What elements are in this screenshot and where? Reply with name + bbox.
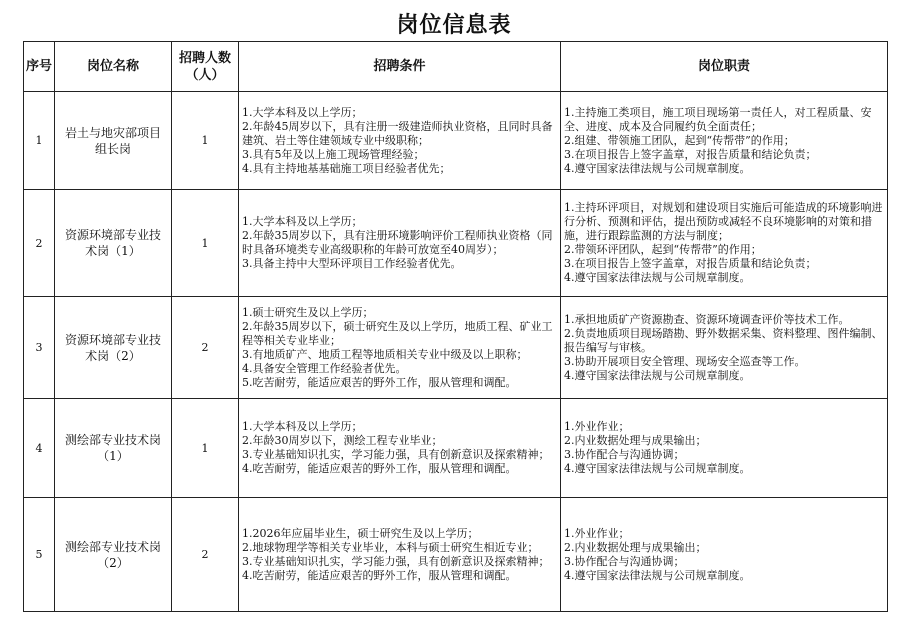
duty-item: 3.协助开展项目安全管理、现场安全巡查等工作。 <box>564 354 806 368</box>
table-row <box>24 190 888 297</box>
requirement-item: 5.吃苦耐劳，能适应艰苦的野外工作，服从管理和调配。 <box>242 375 517 389</box>
position-name: 测绘部专业技术岗（1） <box>55 399 172 498</box>
row-number: 2 <box>24 190 55 297</box>
hiring-count: 1 <box>172 399 239 498</box>
duty-item: 1.承担地质矿产资源勘查、资源环境调查评价等技术工作。 <box>564 312 850 326</box>
header-name: 岗位名称 <box>55 42 172 92</box>
requirement-item: 1.大学本科及以上学历； <box>242 215 363 228</box>
duty-item: 3.协作配合与沟通协调； <box>564 448 685 461</box>
duty-item: 2.内业数据处理与成果输出； <box>564 434 707 447</box>
hiring-count: 1 <box>172 92 239 190</box>
position-name: 资源环境部专业技术岗（2） <box>55 297 172 399</box>
requirement-item: 4.具备安全管理工作经验者优先。 <box>242 361 407 375</box>
duty-item: 4.遵守国家法律法规与公司规章制度。 <box>564 161 751 175</box>
row-number: 4 <box>24 399 55 498</box>
row-number: 3 <box>24 297 55 399</box>
hiring-count: 1 <box>172 190 239 297</box>
duty-item: 1.外业作业； <box>564 526 630 540</box>
requirements-cell <box>239 92 561 190</box>
hiring-count: 2 <box>172 297 239 399</box>
requirement-item: 2.年龄45周岁以下，具有注册一级建造师执业资格，且同时具备建筑、岩土等住建领域专业中级职称； <box>242 119 553 147</box>
duty-item: 4.遵守国家法律法规与公司规章制度。 <box>564 462 751 475</box>
header-duties: 岗位职责 <box>561 42 888 92</box>
position-name: 测绘部专业技术岗（2） <box>55 498 172 612</box>
requirement-item: 2.年龄35周岁以下，具有注册环境影响评价工程师执业资格（同时具备环境类专业高级职称的年龄可放宽至40周岁）； <box>242 229 553 256</box>
requirement-item: 1.硕士研究生及以上学历； <box>242 305 374 319</box>
requirement-item: 4.具有主持地基基础施工项目经验者优先； <box>242 161 451 175</box>
duty-item: 3.协作配合与沟通协调； <box>564 554 685 568</box>
requirements-cell <box>239 297 561 399</box>
duty-item: 2.内业数据处理与成果输出； <box>564 540 707 554</box>
table-row <box>24 297 888 399</box>
duty-item: 3.在项目报告上签字盖章，对报告质量和结论负责； <box>564 147 817 161</box>
duty-item: 1.外业作业； <box>564 420 630 433</box>
hiring-count: 2 <box>172 498 239 612</box>
duties-cell <box>561 190 888 297</box>
duties-cell <box>561 297 888 399</box>
page-title: 岗位信息表 <box>396 13 512 38</box>
header-count: 招聘人数（人） <box>172 42 239 92</box>
header-conditions: 招聘条件 <box>239 42 561 92</box>
requirement-item: 2.年龄30周岁以下，测绘工程专业毕业； <box>242 434 443 447</box>
requirement-item: 2.年龄35周岁以下，硕士研究生及以上学历，地质工程、矿业工程等相关专业毕业； <box>242 319 553 347</box>
requirement-item: 4.吃苦耐劳，能适应艰苦的野外工作，服从管理和调配。 <box>242 568 517 582</box>
requirements-cell <box>239 399 561 498</box>
requirement-item: 3.具有5年及以上施工现场管理经验； <box>242 147 425 161</box>
requirements-cell <box>239 498 561 612</box>
duties-cell <box>561 92 888 190</box>
duty-item: 2.负责地质项目现场踏勘、野外数据采集、资料整理、图件编制、报告编写与审核。 <box>564 326 883 354</box>
job-info-table <box>23 41 888 612</box>
position-name: 资源环境部专业技术岗（1） <box>55 190 172 297</box>
requirement-item: 1.大学本科及以上学历； <box>242 420 363 433</box>
table-row <box>24 498 888 612</box>
row-number: 5 <box>24 498 55 612</box>
requirement-item: 3.专业基础知识扎实，学习能力强，具有创新意识及探索精神； <box>242 554 550 568</box>
requirements-cell <box>239 190 561 297</box>
duty-item: 2.带领环评团队，起到“传帮带”的作用； <box>564 243 762 256</box>
duty-item: 2.组建、带领施工团队，起到“传帮带”的作用； <box>564 133 795 147</box>
requirement-item: 4.吃苦耐劳，能适应艰苦的野外工作，服从管理和调配。 <box>242 462 517 475</box>
requirement-item: 1.2026年应届毕业生，硕士研究生及以上学历； <box>242 526 479 540</box>
duty-item: 4.遵守国家法律法规与公司规章制度。 <box>564 568 751 582</box>
row-number: 1 <box>24 92 55 190</box>
duty-item: 4.遵守国家法律法规与公司规章制度。 <box>564 368 751 382</box>
duties-cell <box>561 399 888 498</box>
requirement-item: 2.地球物理学等相关专业毕业，本科与硕士研究生相近专业； <box>242 540 539 554</box>
requirement-item: 1.大学本科及以上学历； <box>242 105 363 119</box>
requirement-item: 3.专业基础知识扎实，学习能力强，具有创新意识及探索精神； <box>242 448 550 461</box>
requirement-item: 3.有地质矿产、地质工程等地质相关专业中级及以上职称； <box>242 347 528 361</box>
requirement-item: 3.具备主持中大型环评项目工作经验者优先。 <box>242 257 462 270</box>
duty-item: 1.主持施工类项目，施工项目现场第一责任人，对工程质量、安全、进度、成本及合同履约负全面责任； <box>564 105 872 133</box>
table-row <box>24 92 888 190</box>
table-header-row <box>24 42 888 92</box>
duty-item: 1.主持环评项目，对规划和建设项目实施后可能造成的环境影响进行分析、预测和评估，提出预防或减轻不良环境影响的对策和措施，进行跟踪监测的方法与制度； <box>564 201 883 242</box>
table-row <box>24 399 888 498</box>
duties-cell <box>561 498 888 612</box>
duty-item: 4.遵守国家法律法规与公司规章制度。 <box>564 271 751 284</box>
duty-item: 3.在项目报告上签字盖章，对报告质量和结论负责； <box>564 257 817 270</box>
header-no: 序号 <box>24 42 55 92</box>
position-name: 岩土与地灾部项目组长岗 <box>55 92 172 190</box>
